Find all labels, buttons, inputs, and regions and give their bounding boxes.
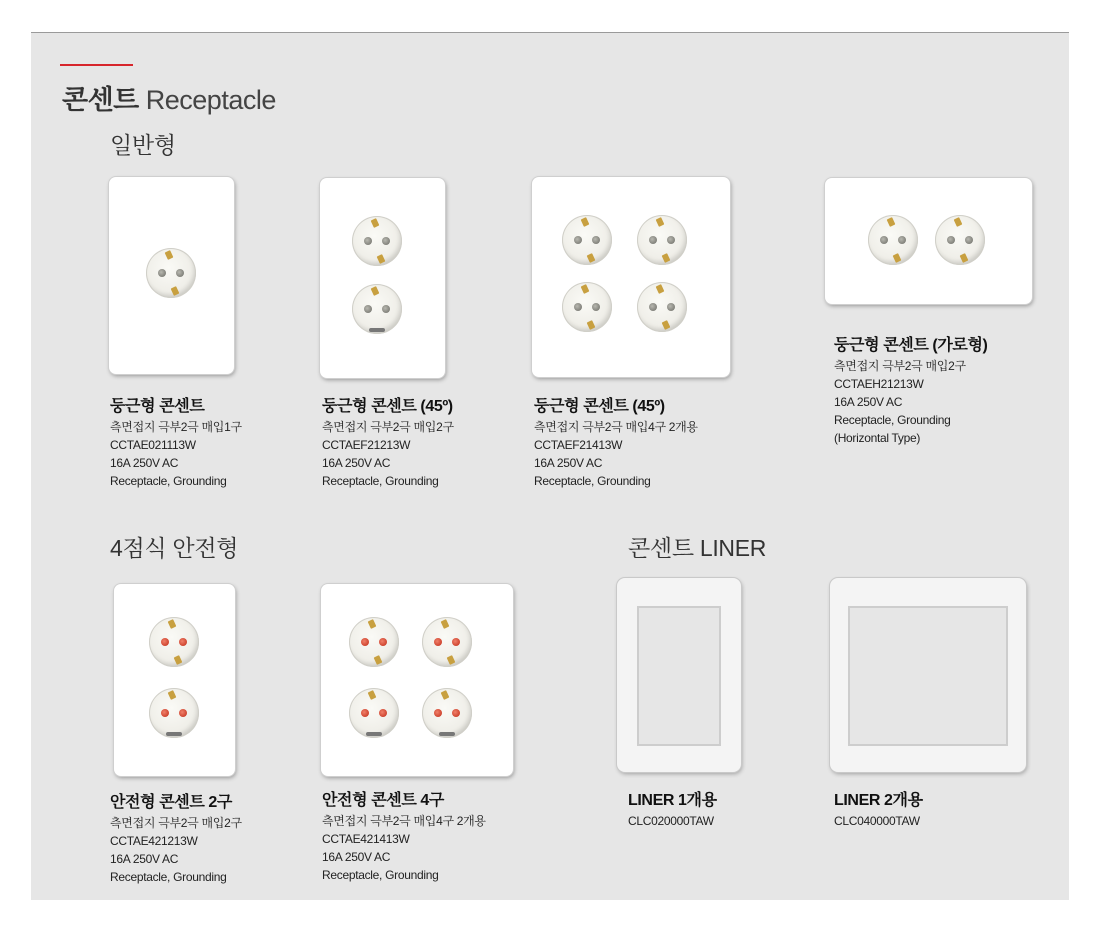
product-info (322, 790, 486, 884)
liner-code: CLC020000TAW (628, 814, 714, 828)
safety-socket-icon (422, 617, 472, 667)
product-desc: 측면접지 극부2극 매입1구 (110, 420, 242, 434)
liner-window (637, 606, 721, 746)
product-type: Receptacle, Grounding (834, 413, 951, 427)
liner-info (834, 790, 923, 830)
page-title-korean: 콘센트 (62, 85, 139, 115)
product-type: Receptacle, Grounding (534, 474, 651, 488)
product-desc: 측면접지 극부2극 매입2구 (834, 359, 966, 373)
liner-code: CLC040000TAW (834, 814, 920, 828)
product-info (534, 396, 698, 490)
section-safety-heading: 4점식 안전형 (110, 535, 239, 561)
socket-icon (935, 215, 985, 265)
accent-line (60, 64, 133, 66)
product-rating: 16A 250V AC (322, 850, 391, 864)
socket-icon (637, 282, 687, 332)
socket-icon (352, 284, 402, 334)
product-image-double-45 (320, 178, 445, 378)
product-info (110, 792, 242, 886)
liner-image-double (830, 578, 1026, 772)
product-code: CCTAEH21213W (834, 377, 924, 391)
liner-info (628, 790, 717, 830)
product-type: Receptacle, Grounding (322, 474, 439, 488)
socket-icon (868, 215, 918, 265)
product-code: CCTAE421413W (322, 832, 410, 846)
product-extra: (Horizontal Type) (834, 431, 921, 445)
product-rating: 16A 250V AC (322, 456, 391, 470)
socket-icon (352, 216, 402, 266)
liner-image-single (617, 578, 741, 772)
socket-icon (562, 215, 612, 265)
product-type: Receptacle, Grounding (110, 870, 227, 884)
product-image-safety-quad (321, 584, 513, 776)
liner-window (848, 606, 1008, 746)
safety-socket-icon (422, 688, 472, 738)
safety-socket-icon (149, 617, 199, 667)
page-title-english: Receptacle (145, 85, 276, 115)
socket-icon (637, 215, 687, 265)
product-name: 둥근형 콘센트 (110, 398, 205, 415)
product-code: CCTAE421213W (110, 834, 198, 848)
product-code: CCTAE021113W (110, 438, 196, 452)
product-rating: 16A 250V AC (110, 852, 179, 866)
product-image-safety-double (114, 584, 235, 776)
section-general-heading: 일반형 (110, 132, 176, 158)
product-rating: 16A 250V AC (834, 395, 903, 409)
product-type: Receptacle, Grounding (110, 474, 227, 488)
safety-socket-icon (349, 688, 399, 738)
product-name: 둥근형 콘센트 (45º) (534, 398, 665, 415)
product-name: 둥근형 콘센트 (45º) (322, 398, 453, 415)
product-code: CCTAEF21213W (322, 438, 411, 452)
product-name: 안전형 콘센트 2구 (110, 794, 232, 811)
safety-socket-icon (149, 688, 199, 738)
product-image-single (109, 177, 234, 374)
product-info (110, 396, 242, 490)
product-desc: 측면접지 극부2극 매입2구 (322, 420, 454, 434)
product-rating: 16A 250V AC (534, 456, 603, 470)
product-image-horizontal (825, 178, 1032, 304)
product-name: 안전형 콘센트 4구 (322, 792, 444, 809)
product-code: CCTAEF21413W (534, 438, 623, 452)
product-info (322, 396, 454, 490)
product-rating: 16A 250V AC (110, 456, 179, 470)
product-desc: 측면접지 극부2극 매입2구 (110, 816, 242, 830)
safety-socket-icon (349, 617, 399, 667)
product-desc: 측면접지 극부2극 매입4구 2개용 (322, 814, 486, 828)
liner-name: LINER 2개용 (834, 792, 923, 809)
page-title (62, 78, 276, 117)
product-info (834, 335, 987, 447)
product-name: 둥근형 콘센트 (가로형) (834, 337, 988, 354)
section-liner-heading: 콘센트 LINER (628, 535, 767, 561)
product-desc: 측면접지 극부2극 매입4구 2개용 (534, 420, 698, 434)
product-type: Receptacle, Grounding (322, 868, 439, 882)
liner-name: LINER 1개용 (628, 792, 717, 809)
product-image-quad-45 (532, 177, 730, 377)
socket-icon (562, 282, 612, 332)
socket-icon (146, 248, 196, 298)
